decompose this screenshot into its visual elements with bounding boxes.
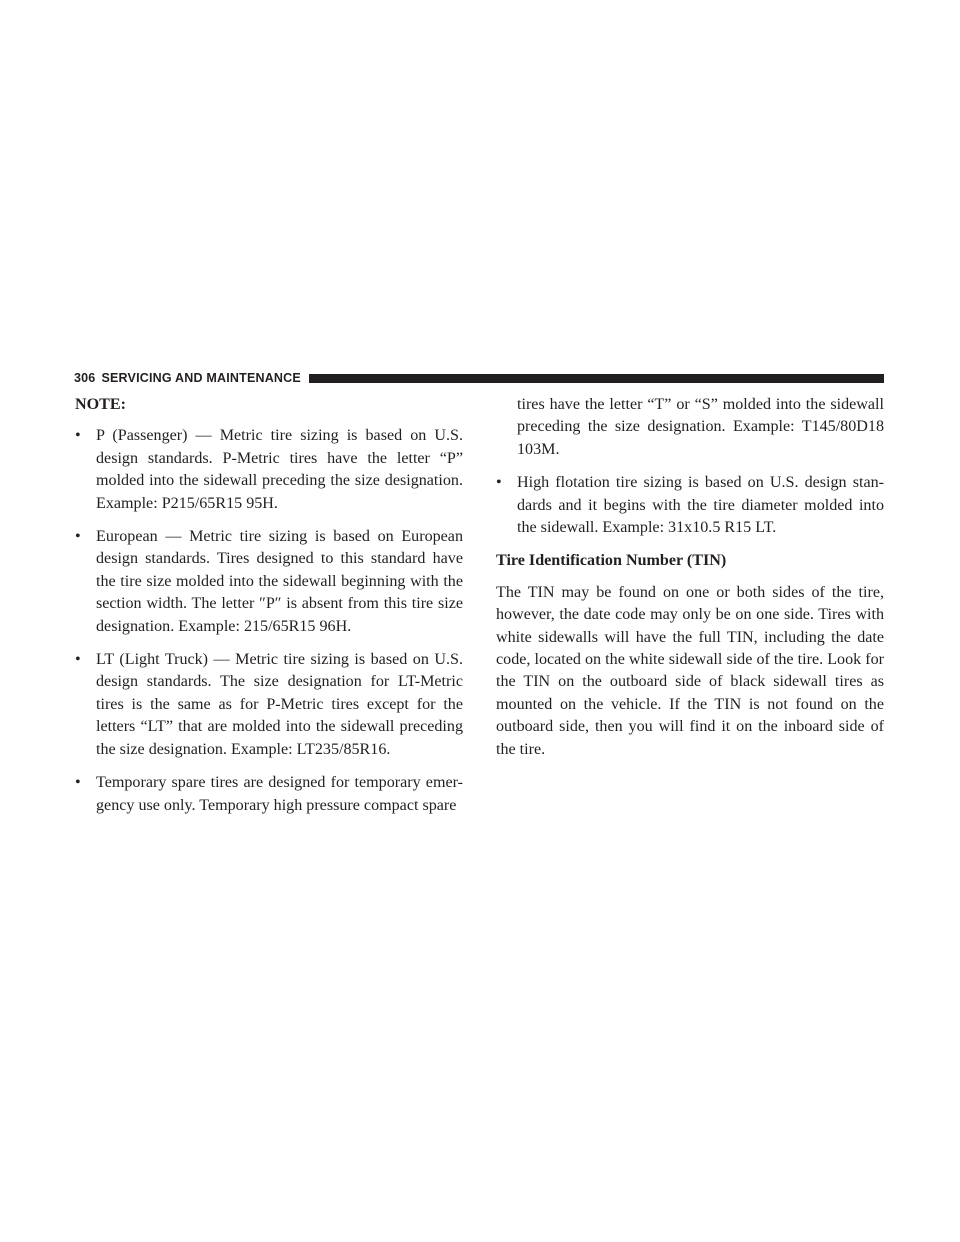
tire-size-list: [75, 425, 463, 817]
list-item-text: LT (Light Truck) — Metric tire sizing is based on U.S. design standards. The size designation for LT-Metric tires is the same as for P-Metric tires except for the letters “LT” that are molded into the sidewall preceding the size designation. Example: LT235/85R16.: [96, 651, 463, 758]
right-column: [496, 394, 884, 761]
list-item-text: P (Passenger) — Metric tire sizing is based on U.S. design standards. P-Metric tires have the letter “P” molded into the sidewall preceding the size designation. Example: P215/65R15 95H.: [96, 427, 463, 512]
bullet-icon: •: [75, 427, 81, 445]
bullet-icon: •: [75, 774, 81, 792]
page-number: 306: [74, 371, 96, 385]
list-item: [75, 526, 463, 638]
list-item-text: High flotation tire sizing is based on U.S. design stan-dards and it begins with the tire diameter molded into the sidewall. Example: 31x10.5 R15 LT.: [517, 474, 884, 537]
note-label: NOTE:: [75, 396, 126, 413]
bullet-icon: •: [75, 528, 81, 546]
list-item: [75, 772, 463, 817]
bullet-icon: •: [496, 474, 502, 492]
header-rule: [309, 374, 884, 383]
section-title: SERVICING AND MAINTENANCE: [101, 371, 301, 385]
list-item: [496, 472, 884, 539]
tire-size-list-continued: [496, 472, 884, 539]
list-item: [75, 649, 463, 761]
bullet-icon: •: [75, 651, 81, 669]
list-item-text: Temporary spare tires are designed for temporary emer-gency use only. Temporary high pressure compact spare: [96, 774, 463, 814]
tin-heading: Tire Identification Number (TIN): [496, 552, 727, 570]
continued-list-text: tires have the letter “T” or “S” molded into the sidewall preceding the size designation. Example: T145/80D18 103M.: [517, 396, 884, 458]
page-header: [74, 369, 884, 387]
left-column: [75, 394, 463, 828]
tin-paragraph: The TIN may be found on one or both sides of the tire, however, the date code may only be on one side. Tires with white sidewalls will have the full TIN, including the date code, located on the white sidewall side of the tire. Look for the TIN on the outboard side of black sidewall tires as mounted on the vehicle. If the TIN is not found on the outboard side, then you will find it on the inboard side of the tire.: [496, 583, 884, 758]
list-item-text: European — Metric tire sizing is based on European design standards. Tires designed to this standard have the tire size molded into the sidewall beginning with the section width. The letter ″P″ is absent from this tire size designation. Example: 215/65R15 96H.: [96, 528, 463, 635]
list-item: [75, 425, 463, 515]
